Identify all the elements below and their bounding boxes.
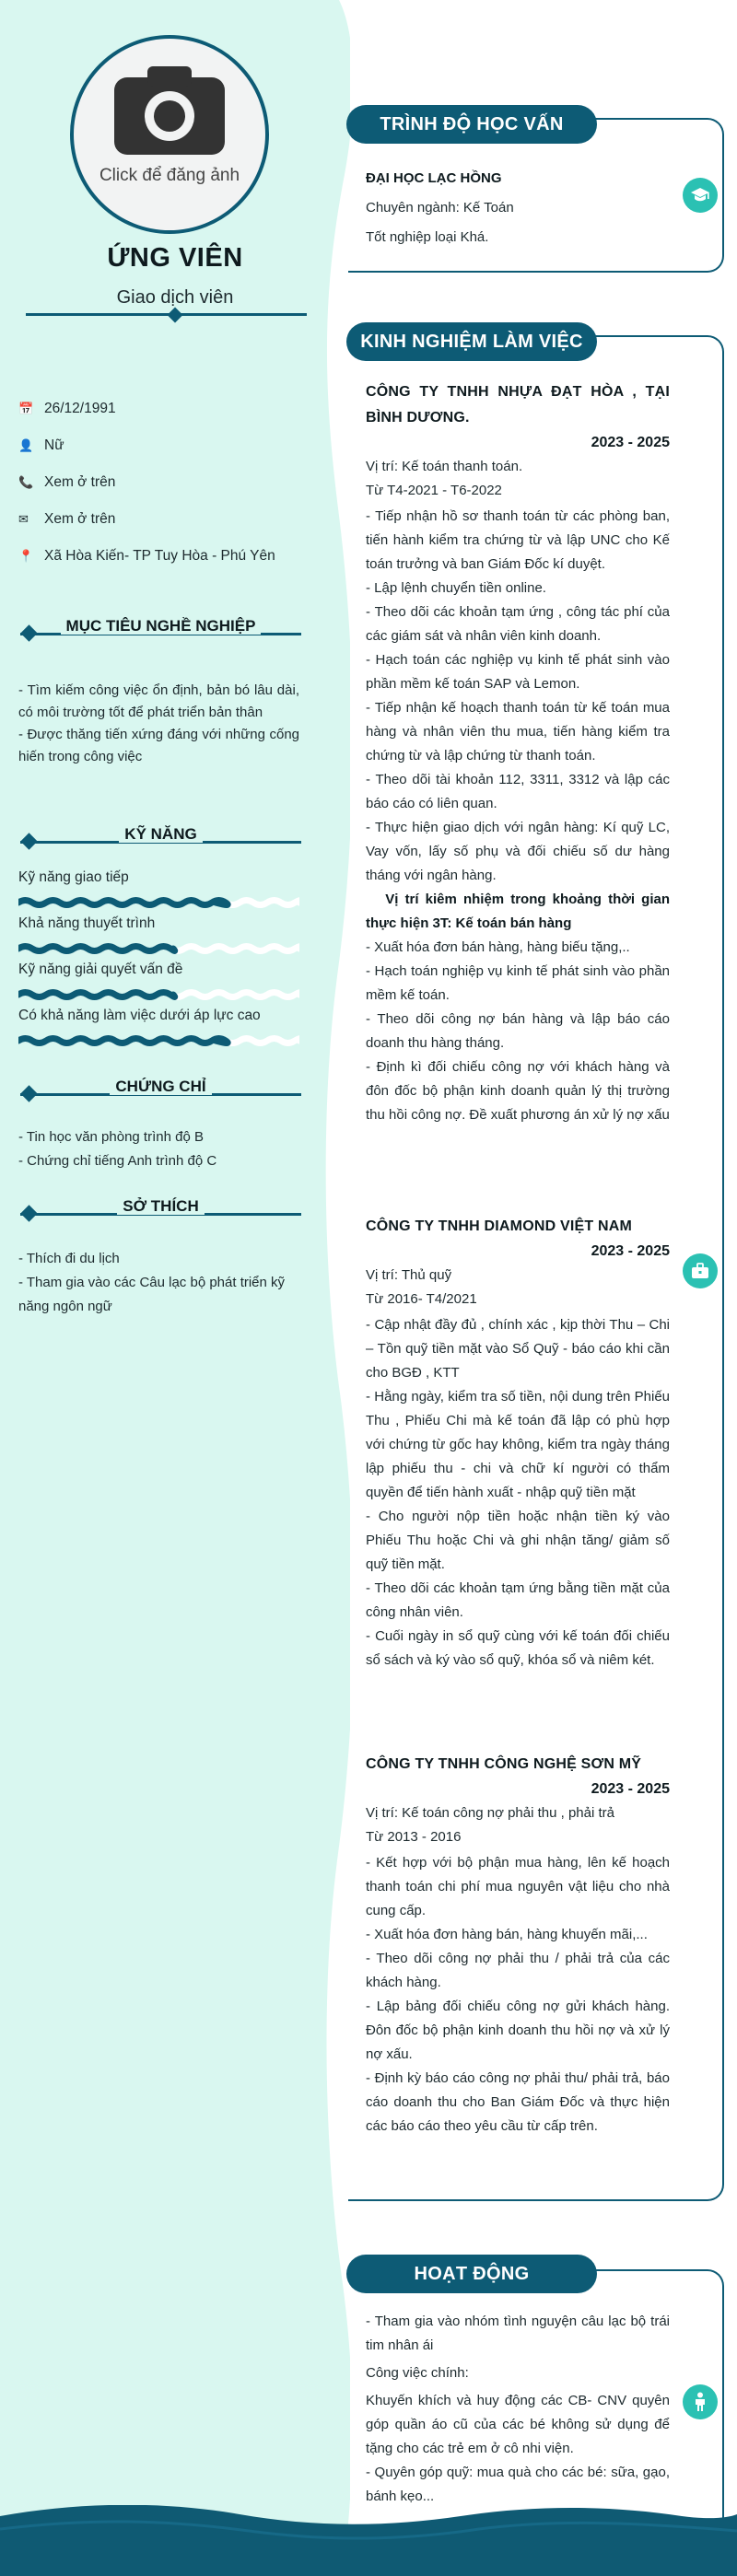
education-icon-badge <box>678 173 722 217</box>
certificates-heading-label: CHỨNG CHỈ <box>110 1078 211 1095</box>
graduation-cap-icon <box>690 187 710 204</box>
job-company: CÔNG TY TNHH NHỰA ĐẠT HÒA , TẠI BÌNH DƯƠNG. <box>366 384 670 425</box>
activities-work-label: Công việc chính: <box>366 2365 469 2381</box>
activities-heading: HOẠT ĐỘNG <box>346 2255 597 2293</box>
phone-icon: 📞 <box>18 475 34 489</box>
objective-heading <box>20 617 301 645</box>
skill-name: Có khả năng làm việc dưới áp lực cao <box>18 1008 261 1023</box>
camera-icon <box>112 64 227 157</box>
skill-name: Kỹ năng giao tiếp <box>18 869 129 885</box>
job-sub-heading: Vị trí kiêm nhiệm trong khoảng thời gian thực hiện 3T: Kế toán bán hàng <box>366 892 674 931</box>
education-major: Chuyên ngành: Kế Toán <box>366 200 514 216</box>
job-position: Vị trí: Kế toán công nợ phải thu , phải trả <box>366 1805 614 1821</box>
skill-item <box>18 915 304 954</box>
job-position: Vị trí: Kế toán thanh toán. <box>366 459 523 474</box>
skill-level-bar <box>18 1037 304 1046</box>
job-period: 2023 - 2025 <box>591 1243 670 1259</box>
hobbies-text: - Thích đi du lịch - Tham gia vào các Câu lạc bộ phát triển kỹ năng ngôn ngữ <box>18 1251 286 1314</box>
job-2 <box>366 1214 670 1673</box>
avatar-upload[interactable] <box>70 35 269 234</box>
skill-name: Khả năng thuyết trình <box>18 915 156 931</box>
contact-list <box>18 390 313 575</box>
certificates-heading <box>20 1078 301 1105</box>
education-grade: Tốt nghiệp loại Khá. <box>366 229 489 245</box>
activities-content <box>366 2310 670 2509</box>
certificates-text: - Tin học văn phòng trình độ B - Chứng chỉ tiếng Anh trình độ C <box>18 1129 217 1169</box>
job-details: - Cập nhật đầy đủ , chính xác , kịp thời Thu – Chi – Tồn quỹ tiền mặt vào Sổ Quỹ - báo cáo khi cần cho BGĐ , KTT - Hằng ngày, kiểm tra số tiền, nội dung trên Phiếu Thu , Phiếu Chi mà kế toán đã lập có phù hợp với chứng từ gốc hay không, kiểm tra ngày tháng lập phiếu thu - chi và chữ kí người có thẩm quyền để tiến hành xuất - nhập quỹ tiền mặt - Cho người nộp tiền hoặc nhận tiền ký vào Phiếu Thu hoặc Chi và ghi nhận tăng/ giảm số quỹ tiền mặt. - Theo dõi các khoản tạm ứng bằng tiền mặt của công nhân viên. - Cuối ngày in sổ quỹ cùng với kế toán đối chiếu sổ sách và ký vào sổ quỹ, khóa sổ và niêm két. <box>366 1317 670 1668</box>
skill-item <box>18 962 304 1000</box>
contact-birthday <box>18 390 313 427</box>
contact-value: Xã Hòa Kiến- TP Tuy Hòa - Phú Yên <box>44 548 275 564</box>
job-period: 2023 - 2025 <box>591 1781 670 1797</box>
job-position: Vị trí: Thủ quỹ <box>366 1267 452 1283</box>
skill-fill <box>18 901 228 905</box>
job-company: CÔNG TY TNHH DIAMOND VIỆT NAM <box>366 1218 633 1234</box>
contact-value: Xem ở trên <box>44 511 116 527</box>
education-school: ĐẠI HỌC LẠC HỒNG <box>366 170 502 186</box>
job-details: - Kết hợp với bộ phận mua hàng, lên kế hoạch thanh toán chi phí mua nguyên vật liệu cho nhà cung cấp. - Xuất hóa đơn hàng bán, hàng khuyến mãi,... - Theo dõi công nợ phải thu / phải trả của các khách hàng. - Lập bảng đối chiếu công nợ gửi khách hàng. Đôn đốc bộ phận kinh doanh thu hồi nợ và xử lý nợ xấu. - Định kỳ báo cáo công nợ phải thu/ phải trả, báo cáo doanh thu cho Ban Giám Đốc và thực hiện các báo cáo theo yêu cầu từ cấp trên. <box>366 1855 670 2134</box>
skill-fill <box>18 993 175 997</box>
skill-level-bar <box>18 945 304 954</box>
avatar-upload-label: Click để đăng ảnh <box>99 166 240 185</box>
person-icon <box>693 2392 708 2412</box>
job-3 <box>366 1752 670 2139</box>
skill-item <box>18 869 304 908</box>
experience-icon-badge <box>678 1249 722 1293</box>
location-icon: 📍 <box>18 549 34 563</box>
user-icon: 👤 <box>18 438 34 452</box>
objective-text: - Tìm kiếm công việc ổn định, bản bó lâu dài, có môi trường tốt để phát triển bản thân - Được thăng tiến xứng đáng với những cống hiến trong công việc <box>18 682 299 764</box>
contact-value: 26/12/1991 <box>44 401 116 416</box>
activities-details: Khuyến khích và huy động các CB- CNV quyên góp quần áo cũ của các bé không sử dụng để tặng cho các trẻ em ở cô nhi viện. - Quyên góp quỹ: mua quà cho các bé: sữa, gạo, bánh kẹo... <box>366 2393 670 2504</box>
skill-name: Kỹ năng giải quyết vấn đề <box>18 962 183 977</box>
job-dates: Từ T4-2021 - T6-2022 <box>366 483 502 498</box>
experience-heading: KINH NGHIỆM LÀM VIỆC <box>346 322 597 361</box>
skill-level-bar <box>18 991 304 1000</box>
job-1 <box>366 379 674 1127</box>
education-content <box>366 164 670 252</box>
footer-wave <box>0 2505 737 2576</box>
candidate-job-title: Giao dịch viên <box>116 287 234 308</box>
contact-email <box>18 501 313 538</box>
activities-intro: - Tham gia vào nhóm tình nguyện câu lạc bộ trái tim nhân ái <box>366 2314 670 2353</box>
contact-value: Xem ở trên <box>44 474 116 490</box>
job-period: 2023 - 2025 <box>591 435 670 450</box>
contact-phone <box>18 464 313 501</box>
skill-item <box>18 1008 304 1046</box>
hobbies-heading-label: SỞ THÍCH <box>117 1197 205 1215</box>
candidate-name: ỨNG VIÊN <box>107 243 243 273</box>
contact-gender <box>18 427 313 464</box>
briefcase-icon <box>691 1263 709 1279</box>
skill-fill <box>18 947 175 951</box>
job-dates: Từ 2016- T4/2021 <box>366 1291 477 1307</box>
calendar-icon: 📅 <box>18 402 34 415</box>
job-sub-details: - Xuất hóa đơn bán hàng, hàng biếu tặng,.. - Hạch toán nghiệp vụ kinh tế phát sinh vào phần mềm kế toán. - Theo dõi công nợ bán hàng và lập báo cáo doanh thu hàng tháng. - Định kì đối chiếu công nợ với khách hàng và đôn đốc bộ phận kinh doanh quản lý thị trường thu hồi công nợ. Đề xuất phương án xử lý nợ xấu <box>366 939 670 1123</box>
contact-address <box>18 538 313 575</box>
education-heading: TRÌNH ĐỘ HỌC VẤN <box>346 105 597 144</box>
title-divider-diamond <box>168 308 183 323</box>
job-dates: Từ 2013 - 2016 <box>366 1829 462 1845</box>
skill-level-bar <box>18 899 304 908</box>
email-icon: ✉ <box>18 512 29 526</box>
skills-heading-label: KỸ NĂNG <box>119 825 202 843</box>
skills-heading <box>20 825 301 853</box>
hobbies-heading <box>20 1197 301 1225</box>
activities-icon-badge <box>678 2380 722 2424</box>
objective-heading-label: MỤC TIÊU NGHỀ NGHIỆP <box>61 617 262 635</box>
job-details: - Tiếp nhận hồ sơ thanh toán từ các phòng ban, tiến hành kiểm tra chứng từ và lập UNC cho Kế toán trưởng và ban Giám Đốc kí duyệt. - Lập lệnh chuyển tiền online. - Theo dõi các khoản tạm ứng , công tác phí của các giám sát và nhân viên kinh doanh. - Hạch toán các nghiệp vụ kinh tế phát sinh vào phần mềm kế toán SAP và Lemon. - Tiếp nhận kế hoạch thanh toán từ kế toán mua hàng và nhân viên thu mua, tiến hàng kiểm tra chứng từ và lập chứng từ thanh toán. - Theo dõi tài khoản 112, 3311, 3312 và lập các báo cáo có liên quan. - Thực hiện giao dịch với ngân hàng: Kí quỹ LC, Vay vốn, lấy số phụ và đối chiếu số dư hàng tháng với ngân hàng. <box>366 508 670 883</box>
sidebar <box>0 0 332 2576</box>
contact-value: Nữ <box>44 437 64 453</box>
job-company: CÔNG TY TNHH CÔNG NGHỆ SƠN MỸ <box>366 1756 642 1772</box>
skill-fill <box>18 1039 228 1043</box>
